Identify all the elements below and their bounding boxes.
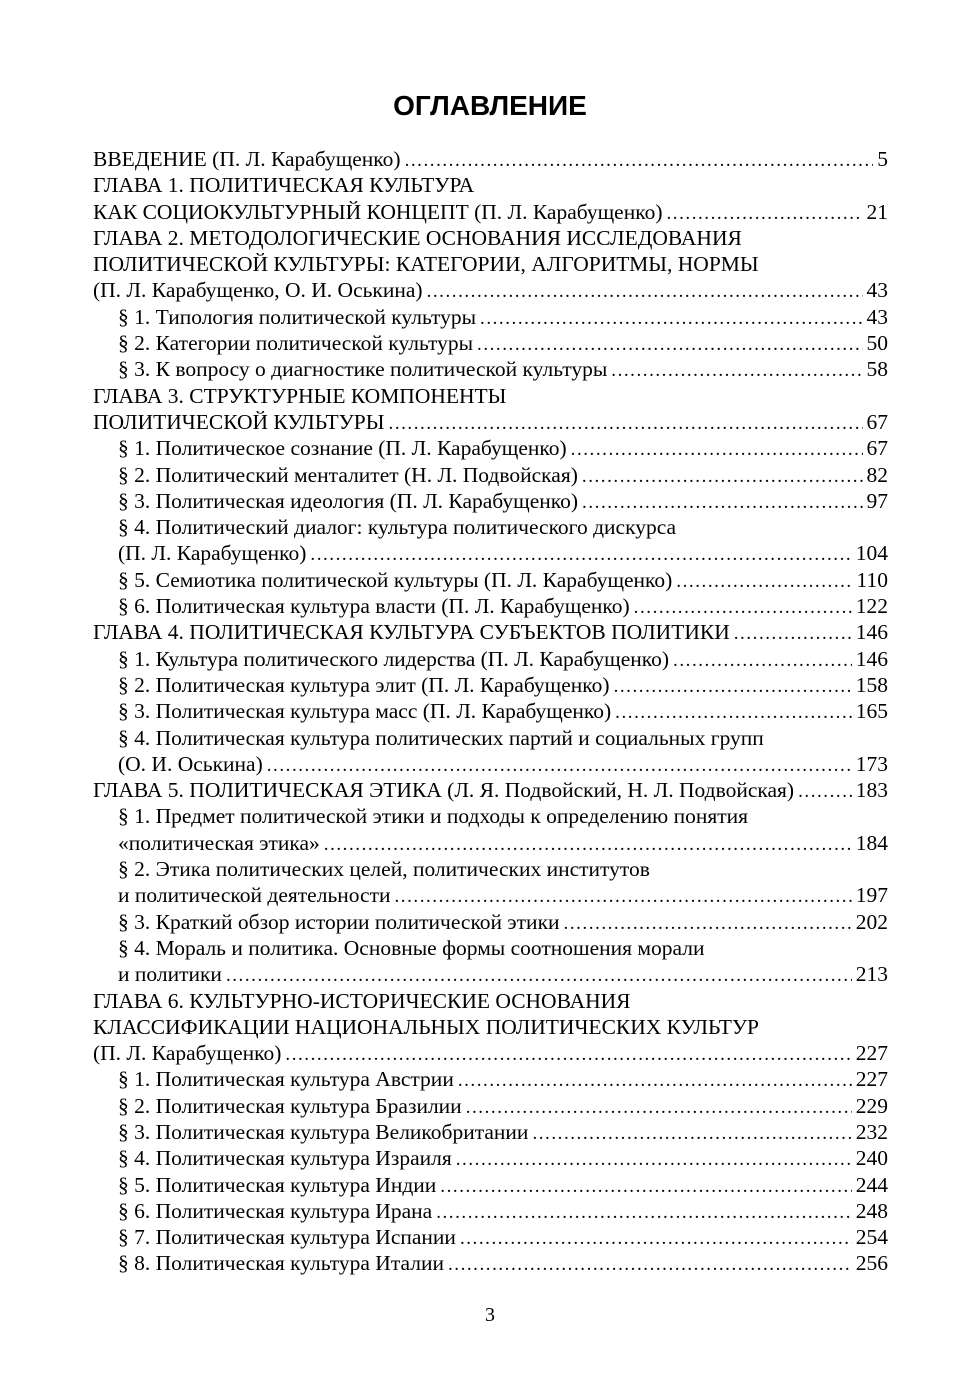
toc-entry-title: (П. Л. Карабущенко)	[93, 1041, 282, 1066]
toc-leader-dots	[395, 884, 852, 910]
toc-entry-title: (П. Л. Карабущенко)	[118, 541, 307, 566]
toc-entry-title: § 4. Политическая культура политических партий и социальных групп	[118, 725, 764, 750]
toc-entry-title: § 5. Семиотика политической культуры (П. Л. Карабущенко)	[118, 567, 673, 592]
toc-entry-title: ГЛАВА 3. СТРУКТУРНЫЕ КОМПОНЕНТЫ	[93, 383, 507, 408]
toc-entry[interactable]	[93, 462, 888, 488]
toc-entry[interactable]	[93, 567, 888, 593]
toc-leader-dots	[466, 1095, 852, 1121]
toc-entry-title: § 1. Типология политической культуры	[118, 304, 477, 329]
toc-leader-dots	[582, 490, 862, 516]
toc-entry-page: 43	[866, 304, 888, 329]
toc-leader-dots	[440, 1174, 851, 1200]
toc-entry[interactable]	[93, 304, 888, 330]
toc-entry[interactable]	[93, 277, 888, 303]
toc-leader-dots	[798, 779, 852, 805]
toc-entry-title: (П. Л. Карабущенко, О. И. Оськина)	[93, 278, 423, 303]
toc-entry[interactable]	[93, 356, 888, 382]
toc-entry-title: § 5. Политическая культура Индии	[118, 1172, 437, 1197]
toc-entry[interactable]	[93, 435, 888, 461]
toc-entry-title: ГЛАВА 4. ПОЛИТИЧЕСКАЯ КУЛЬТУРА СУБЪЕКТОВ ПОЛИТИКИ	[93, 620, 730, 645]
toc-leader-dots	[676, 569, 852, 595]
toc-entry-title: «политическая этика»	[118, 830, 320, 855]
toc-leader-dots	[480, 306, 862, 332]
toc-entry-page: 244	[855, 1172, 888, 1197]
toc-entry-page: 202	[855, 909, 888, 934]
toc-entry-page: 82	[866, 462, 888, 487]
toc-entry-page: 146	[855, 646, 888, 671]
toc-entry[interactable]	[93, 146, 888, 172]
toc-entry-page: 240	[855, 1146, 888, 1171]
toc-entry-title: ВВЕДЕНИЕ (П. Л. Карабущенко)	[93, 147, 401, 171]
toc-entry-title: § 7. Политическая культура Испании	[118, 1225, 456, 1250]
toc-entry-page: 184	[855, 830, 888, 855]
toc-entry[interactable]	[93, 225, 888, 251]
toc-entry[interactable]	[93, 172, 888, 198]
toc-entry-title: § 3. Краткий обзор истории политической этики	[118, 909, 560, 934]
toc-entry-page: 67	[866, 436, 888, 461]
toc-entry-page: 104	[855, 541, 888, 566]
toc-entry-title: § 2. Категории политической культуры	[118, 331, 474, 356]
toc-entry[interactable]	[93, 725, 888, 751]
toc-entry-page: 227	[855, 1041, 888, 1066]
toc-entry[interactable]	[93, 540, 888, 566]
toc-entry[interactable]	[93, 698, 888, 724]
toc-leader-dots	[310, 542, 851, 568]
toc-entry-title: (О. И. Оськина)	[118, 751, 263, 776]
toc-entry[interactable]	[93, 1093, 888, 1119]
toc-entry-page: 122	[855, 594, 888, 619]
toc-entry[interactable]	[93, 1119, 888, 1145]
toc-entry[interactable]	[93, 830, 888, 856]
toc-entry[interactable]	[93, 646, 888, 672]
toc-leader-dots	[734, 621, 852, 647]
toc-leader-dots	[389, 411, 863, 437]
toc-entry[interactable]	[93, 1224, 888, 1250]
toc-entry-title: § 1. Политическая культура Австрии	[118, 1067, 454, 1092]
toc-leader-dots	[436, 1200, 852, 1226]
toc-entry-title: § 4. Политический диалог: культура политического дискурса	[118, 515, 677, 540]
toc-entry-title: § 2. Политическая культура Бразилии	[118, 1093, 462, 1118]
toc-leader-dots	[226, 963, 852, 989]
toc-leader-dots	[564, 911, 852, 937]
toc-entry-title: § 1. Культура политического лидерства (П. Л. Карабущенко)	[118, 646, 670, 671]
toc-entry[interactable]	[93, 672, 888, 698]
toc-entry-page: 58	[866, 357, 888, 382]
toc-entry[interactable]	[93, 803, 888, 829]
toc-entry[interactable]	[93, 1172, 888, 1198]
toc-entry[interactable]	[93, 593, 888, 619]
toc-entry[interactable]	[93, 961, 888, 987]
toc-entry[interactable]	[93, 909, 888, 935]
toc-entry-title: § 6. Политическая культура власти (П. Л. Карабущенко)	[118, 594, 630, 619]
toc-entry-title: § 3. Политическая идеология (П. Л. Карабущенко)	[118, 488, 579, 513]
toc-entry-title: § 4. Мораль и политика. Основные формы соотношения морали	[118, 935, 705, 960]
toc-leader-dots	[267, 753, 852, 779]
toc-entry[interactable]	[93, 383, 888, 409]
toc-entry[interactable]	[93, 1014, 888, 1040]
toc-entry-page: 110	[856, 567, 888, 592]
toc-entry-title: ГЛАВА 2. МЕТОДОЛОГИЧЕСКИЕ ОСНОВАНИЯ ИССЛЕДОВАНИЯ	[93, 225, 742, 250]
toc-entry-page: 197	[855, 883, 888, 908]
toc-entry-title: § 3. Политическая культура Великобритании	[118, 1119, 529, 1144]
toc-leader-dots	[532, 1121, 851, 1147]
toc-entry[interactable]	[93, 199, 888, 225]
toc-entry-title: § 3. Политическая культура масс (П. Л. Карабущенко)	[118, 699, 612, 724]
toc-entry[interactable]	[93, 988, 888, 1014]
toc-entry-title: § 1. Политическое сознание (П. Л. Карабущенко)	[118, 436, 567, 461]
toc-entry[interactable]	[93, 330, 888, 356]
toc-entry[interactable]	[93, 1145, 888, 1171]
toc-entry-title: § 2. Этика политических целей, политических институтов	[118, 857, 650, 882]
toc-entry-title: § 3. К вопросу о диагностике политической культуры	[118, 357, 608, 382]
toc-leader-dots	[285, 1042, 851, 1068]
toc-entry-page: 183	[855, 778, 888, 803]
toc-entry[interactable]	[93, 751, 888, 777]
toc-entry-page: 21	[866, 199, 888, 224]
toc-entry-title: ПОЛИТИЧЕСКОЙ КУЛЬТУРЫ: КАТЕГОРИИ, АЛГОРИТМЫ, НОРМЫ	[93, 252, 759, 277]
toc-entry[interactable]	[93, 514, 888, 540]
toc-entry[interactable]	[93, 409, 888, 435]
toc-entry-page: 67	[866, 409, 888, 434]
toc-entry-title: § 8. Политическая культура Италии	[118, 1251, 444, 1276]
toc-leader-dots	[477, 332, 862, 358]
toc-entry-page: 232	[855, 1119, 888, 1144]
toc-entry-page: 165	[855, 699, 888, 724]
toc-leader-dots	[667, 201, 863, 227]
toc-entry[interactable]	[93, 1198, 888, 1224]
toc-leader-dots	[614, 674, 852, 700]
toc-entry-title: § 1. Предмет политической этики и подходы к определению понятия	[118, 804, 749, 829]
toc-leader-dots	[405, 148, 874, 174]
toc-entry-title: § 2. Политический менталитет (Н. Л. Подвойская)	[118, 462, 578, 487]
toc-entry[interactable]	[93, 1066, 888, 1092]
toc-leader-dots	[634, 595, 852, 621]
toc-entry-page: 229	[855, 1093, 888, 1118]
toc-entry-page: 256	[855, 1251, 888, 1276]
toc-leader-dots	[611, 358, 862, 384]
toc-entry[interactable]	[93, 935, 888, 961]
toc-entry[interactable]	[93, 777, 888, 803]
toc-entry[interactable]	[93, 1250, 888, 1276]
toc-entry-page: 50	[866, 331, 888, 356]
toc-entry-page: 43	[866, 278, 888, 303]
toc-entry-page: 213	[855, 962, 888, 987]
toc-entry-page: 254	[855, 1225, 888, 1250]
toc-entry[interactable]	[93, 488, 888, 514]
toc-entry-title: ГЛАВА 6. КУЛЬТУРНО-ИСТОРИЧЕСКИЕ ОСНОВАНИЯ	[93, 988, 631, 1013]
toc-entry[interactable]	[93, 251, 888, 277]
toc-entry-title: КАК СОЦИОКУЛЬТУРНЫЙ КОНЦЕПТ (П. Л. Карабущенко)	[93, 199, 663, 224]
toc-entry-title: и политической деятельности	[118, 883, 391, 908]
toc-entry-page: 5	[877, 147, 888, 171]
toc-leader-dots	[427, 279, 863, 305]
toc-entry-title: ПОЛИТИЧЕСКОЙ КУЛЬТУРЫ	[93, 409, 385, 434]
page-title: ОГЛАВЛЕНИЕ	[393, 90, 587, 121]
toc-entry[interactable]	[93, 856, 888, 882]
toc-leader-dots	[456, 1147, 852, 1173]
toc-entry-title: § 6. Политическая культура Ирана	[118, 1198, 433, 1223]
toc-leader-dots	[673, 648, 852, 674]
toc-leader-dots	[460, 1226, 852, 1252]
toc-entry-title: КЛАССИФИКАЦИИ НАЦИОНАЛЬНЫХ ПОЛИТИЧЕСКИХ КУЛЬТУР	[93, 1014, 760, 1039]
toc-entry[interactable]	[93, 619, 888, 645]
toc-entry-title: § 4. Политическая культура Израиля	[118, 1146, 452, 1171]
toc-entry-title: ГЛАВА 1. ПОЛИТИЧЕСКАЯ КУЛЬТУРА	[93, 173, 475, 198]
toc-entry-page: 146	[855, 620, 888, 645]
toc-leader-dots	[458, 1068, 852, 1094]
table-of-contents	[93, 146, 888, 1277]
toc-entry-title: ГЛАВА 5. ПОЛИТИЧЕСКАЯ ЭТИКА (Л. Я. Подвойский, Н. Л. Подвойская)	[93, 778, 795, 803]
toc-entry-page: 248	[855, 1198, 888, 1223]
toc-entry[interactable]	[93, 882, 888, 908]
toc-entry-page: 158	[855, 672, 888, 697]
toc-entry-page: 97	[866, 488, 888, 513]
toc-entry-page: 227	[855, 1067, 888, 1092]
toc-leader-dots	[571, 437, 863, 463]
toc-leader-dots	[448, 1252, 852, 1278]
toc-leader-dots	[582, 464, 863, 490]
toc-entry[interactable]	[93, 1040, 888, 1066]
toc-entry-title: § 2. Политическая культура элит (П. Л. Карабущенко)	[118, 672, 610, 697]
toc-leader-dots	[615, 700, 852, 726]
toc-leader-dots	[324, 832, 852, 858]
toc-entry-page: 173	[855, 751, 888, 776]
toc-entry-title: и политики	[118, 962, 222, 987]
page-number: 3	[485, 1304, 495, 1326]
